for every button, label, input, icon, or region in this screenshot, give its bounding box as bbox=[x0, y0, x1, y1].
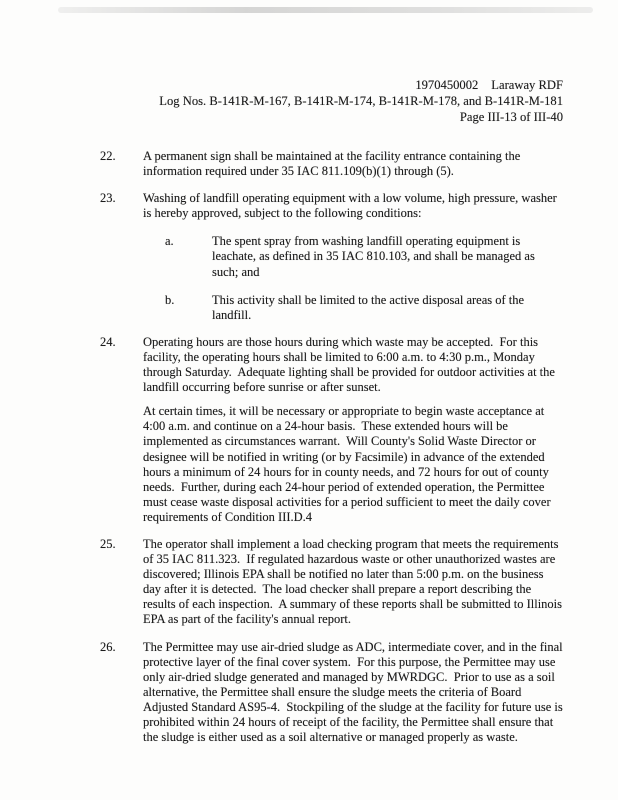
condition-23-subitem-a bbox=[165, 234, 564, 279]
condition-paragraph: At certain times, it will be necessary or appropriate to begin waste acceptance at 4:00 a.m. and continue on a 24-hour basis. These extended hours will be implemented as circumstances warrant. Will County's Solid Waste Director or designee will be notified in writing (or by Facsimile) in advance of the extended hours a minimum of 24 hours for in county needs, and 72 hours for out of county needs. Further, during each 24-hour period of extended operation, the Permittee must cease waste disposal activities for a period sufficient to meet the daily cover requirements of Condition III.D.4 bbox=[143, 404, 554, 524]
condition-number: 23. bbox=[100, 191, 116, 206]
condition-paragraph: The Permittee may use air-dried sludge as ADC, intermediate cover, and in the final protective layer of the final cover system. For this purpose, the Permittee may use only air-dried sludge generated and managed by MWRDGC. Prior to use as a soil alternative, the Permittee shall ensure the sludge meets the criteria of Board Adjusted Standard AS95-4. Stockpiling of the sludge at the facility for future use is prohibited within 24 hours of receipt of the facility, the Permittee shall ensure that the sludge is either used as a soil alternative or managed properly as waste. bbox=[143, 639, 566, 745]
condition-paragraph: Operating hours are those hours during which waste may be accepted. For this facility, the operating hours shall be limited to 6:00 a.m. to 4:30 p.m., Monday through Saturday. Adequate lighting shall be provided for outdoor activities at the landfill occurring before sunrise or after sunset. bbox=[143, 334, 559, 395]
subitem-text: The spent spray from washing landfill operating equipment is leachate, as defined in 35 IAC 810.103, and shall be managed as such; and bbox=[212, 234, 538, 279]
scan-artifact-streak bbox=[58, 7, 593, 13]
subitem-letter: a. bbox=[165, 234, 174, 249]
subitem-text: This activity shall be limited to the active disposal areas of the landfill. bbox=[212, 292, 528, 322]
condition-paragraph: Washing of landfill operating equipment with a low volume, high pressure, washer is hereby approved, subject to the following conditions: bbox=[143, 191, 560, 221]
page-header bbox=[159, 77, 563, 125]
subitem-letter: b. bbox=[165, 292, 175, 307]
header-line-page-number: Page III-13 of III-40 bbox=[459, 110, 563, 124]
condition-23-subitem-b bbox=[165, 293, 564, 323]
condition-number: 22. bbox=[100, 149, 116, 163]
permit-number: 1970450002 bbox=[415, 78, 479, 92]
condition-paragraph: A permanent sign shall be maintained at the facility entrance containing the information required under 35 IAC 811.109(b)(1) through (5). bbox=[143, 149, 524, 179]
condition-22 bbox=[100, 149, 564, 179]
condition-number: 25. bbox=[100, 536, 116, 551]
header-line-log-numbers: Log Nos. B-141R-M-167, B-141R-M-174, B-141R-M-178, and B-141R-M-181 bbox=[159, 94, 563, 108]
condition-paragraph: The operator shall implement a load checking program that meets the requirements of 35 IAC 811.323. If regulated hazardous waste or other unauthorized wastes are discovered; Illinois EPA shall be notified no later than 5:00 p.m. on the business day after it is detected. The load checker shall prepare a report describing the results of each inspection. A summary of these reports shall be submitted to Illinois EPA as part of the facility's annual report. bbox=[143, 536, 566, 627]
condition-body bbox=[143, 335, 564, 525]
facility-name: Laraway RDF bbox=[491, 78, 563, 92]
header-line-permit bbox=[159, 77, 563, 93]
condition-23 bbox=[100, 191, 564, 323]
condition-body bbox=[143, 537, 564, 628]
conditions-list bbox=[100, 149, 564, 757]
condition-24 bbox=[100, 335, 564, 525]
condition-number: 24. bbox=[100, 334, 116, 349]
condition-25 bbox=[100, 537, 564, 628]
condition-body bbox=[143, 640, 564, 746]
condition-26 bbox=[100, 640, 564, 746]
condition-body bbox=[143, 191, 564, 323]
condition-body bbox=[143, 149, 564, 179]
condition-number: 26. bbox=[100, 639, 116, 654]
